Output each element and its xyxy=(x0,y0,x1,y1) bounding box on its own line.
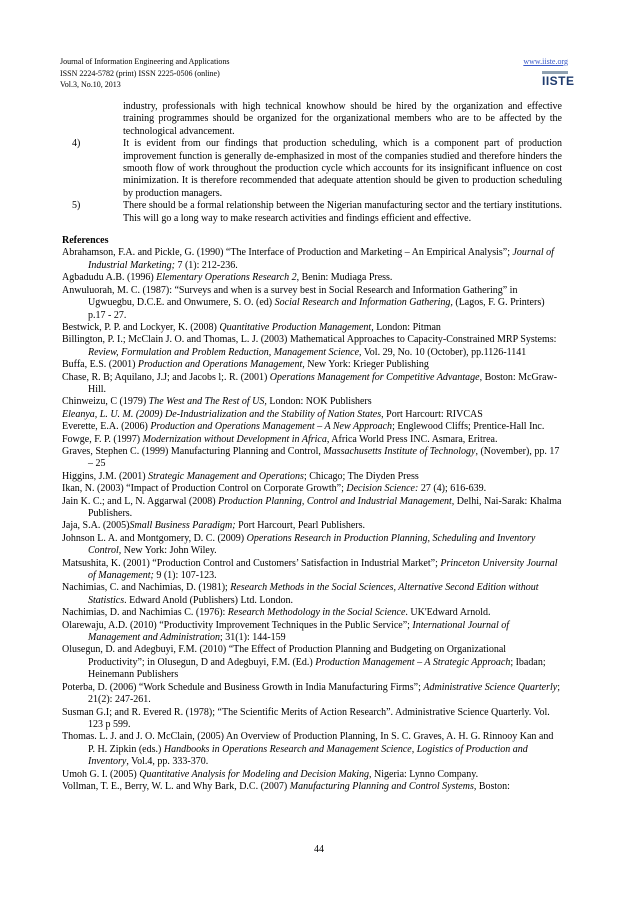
reference-text: Abrahamson, F.A. and Pickle, G. (1990) “The Interface of Production and Marketing – An Empirical Analysis”; xyxy=(62,247,513,259)
reference-text: Chinweizu, C (1979) xyxy=(62,396,149,408)
reference-title: The West and The Rest of US, xyxy=(148,396,267,408)
iiste-logo xyxy=(542,70,575,92)
reference-entry xyxy=(62,471,562,483)
recommendation-text: There should be a formal relationship between the Nigerian manufacturing sector and the tertiary institutions. This will go a long way to make research activities and findings efficient and effective. xyxy=(123,200,562,224)
reference-entry xyxy=(62,272,562,284)
reference-title: Small Business Paradigm; xyxy=(129,520,236,532)
recommendation-item xyxy=(62,200,562,225)
reference-text: 9 (1): 107-123. xyxy=(153,570,217,582)
reference-entry xyxy=(62,285,562,322)
reference-title: Handbooks in Operations Research and Management Science, Logistics of Production and Inventory xyxy=(88,743,528,768)
reference-text: , Africa World Press INC. Asmara, Eritrea. xyxy=(326,433,498,445)
reference-text: Matsushita, K. (2001) “Production Control and Customers’ Satisfaction in Industrial Market”; xyxy=(62,557,441,569)
reference-entry xyxy=(62,682,562,707)
reference-entry xyxy=(62,582,562,607)
reference-text: Nachimias, D. and Nachimias C. (1976): xyxy=(62,607,228,619)
reference-text: Billington, P. I.; McClain J. O. and Thomas, L. J. (2003) Mathematical Approaches to Capacity-Constrained MRP Systems: xyxy=(62,334,557,346)
reference-title: Production Planning, Control and Industrial Management, xyxy=(218,495,455,507)
reference-text: Vollman, T. E., Berry, W. L. and Why Bark, D.C. (2007) xyxy=(62,780,290,792)
reference-entry xyxy=(62,446,562,471)
page-number: 44 xyxy=(314,844,324,855)
reference-entry xyxy=(62,434,562,446)
reference-title: Elementary Operations Research 2 xyxy=(156,272,297,284)
reference-title: Operations Research in Production Planning, Scheduling and Inventory Control, xyxy=(88,532,536,557)
reference-title: Production Management – A Strategic Approach xyxy=(315,656,511,668)
reference-entry xyxy=(62,334,562,359)
reference-title: Quantitative Production Management xyxy=(219,321,372,333)
reference-text: Higgins, J.M. (2001) xyxy=(62,470,149,482)
reference-text: Nigeria: Lynno Company. xyxy=(371,768,479,780)
reference-title: Quantitative Analysis for Modeling and Decision Making, xyxy=(139,768,372,780)
reference-entry xyxy=(62,322,562,334)
recommendation-item xyxy=(62,138,562,200)
reference-text: , Vol. 29, No. 10 (October), pp.1126-1141 xyxy=(359,346,527,358)
journal-name: Journal of Information Engineering and Applications xyxy=(60,57,230,66)
recommendation-number: 5) xyxy=(72,200,81,212)
page-header xyxy=(60,56,575,100)
reference-text: Thomas. L. J. and J. O. McClain, (2005) An Overview of Production Planning, In S. C. Graves, A. H. G. Rinnooy Kan and P. H. Zipkin (eds.) xyxy=(62,731,554,755)
reference-text: , Benin: Mudiaga Press. xyxy=(296,272,393,284)
reference-text: (Lagos, F. G. Printers) p.17 - 27. xyxy=(88,297,545,321)
reference-text: New York: Krieger Publishing xyxy=(304,359,429,371)
reference-text: . UK'Edward Arnold. xyxy=(405,607,491,619)
reference-text: Olusegun, D. and Adegbuyi, F.M. (2010) “The Effect of Production Planning and Budgeting on Organizational Productivity”; in Olusegun, D and Adegbuyi, F.M. (Ed.) xyxy=(62,644,507,668)
journal-volume: Vol.3, No.10, 2013 xyxy=(60,80,121,89)
reference-title: Production and Operations Management – A New Approach xyxy=(150,421,393,433)
references-heading: References xyxy=(62,235,109,247)
reference-text: London: NOK Publishers xyxy=(266,396,372,408)
reference-entry xyxy=(62,421,562,433)
reference-text: , (November), pp. 17 – 25 xyxy=(88,445,560,470)
reference-text: Delhi, Nai-Sarak: Khalma Publishers. xyxy=(88,495,562,519)
reference-title: Decision Science: xyxy=(346,483,419,495)
reference-text: , Port Harcourt: RIVCAS xyxy=(381,408,483,420)
reference-list xyxy=(62,247,562,793)
reference-text: 7 (1): 212-236. xyxy=(174,259,238,271)
reference-entry xyxy=(62,372,562,397)
reference-text: Agbadudu A.B. (1996) xyxy=(62,272,157,284)
reference-text: Chase, R. B; Aquilano, J.J; and Jacobs l;. R. (2001) xyxy=(62,371,270,383)
reference-text: ; Englewood Cliffs; Prentice-Hall Inc. xyxy=(392,421,545,433)
reference-text: ; Ibadan; Heinemann Publishers xyxy=(88,656,546,681)
reference-title: Production and Operations Management, xyxy=(137,359,305,371)
reference-title: Journal of Industrial Marketing; xyxy=(88,247,554,271)
reference-text: 27 (4); 616-639. xyxy=(418,483,487,495)
reference-text: Ikan, N. (2003) “Impact of Production Control on Corporate Growth”; xyxy=(62,483,347,495)
reference-entry xyxy=(62,769,562,781)
recommendation-number: 4) xyxy=(72,138,81,150)
reference-title: Review, Formulation and Problem Reduction, Management Science xyxy=(88,346,360,358)
reference-title: Manufacturing Planning and Control Systems, xyxy=(289,780,477,792)
reference-title: Research Methodology in the Social Science xyxy=(227,607,406,619)
reference-entry xyxy=(62,781,562,793)
reference-title: Strategic Management and Operations xyxy=(148,470,304,482)
reference-entry xyxy=(62,620,562,645)
reference-entry xyxy=(62,483,562,495)
reference-entry xyxy=(62,247,562,272)
reference-text: Nachimias, C. and Nachimias, D. (1981); xyxy=(62,582,231,594)
page-body xyxy=(62,101,562,793)
reference-text: Johnson L. A. and Montgomery, D. C. (2009) xyxy=(62,532,247,544)
reference-text: ; 21(2): 247-261. xyxy=(88,681,560,706)
reference-text: , Boston: McGraw-Hill. xyxy=(88,371,558,395)
reference-text: Susman G.I; and R. Evered R. (1978); “The Scientific Merits of Action Research”. Administrative Science Quarterly. Vol. 123 p 599. xyxy=(62,706,550,730)
reference-entry xyxy=(62,359,562,371)
reference-text: Everette, E.A. (2006) xyxy=(62,421,151,433)
reference-text: Bestwick, P. P. and Lockyer, K. (2008) xyxy=(62,321,220,333)
reference-text: ; 31(1): 144-159 xyxy=(220,632,286,644)
recommendation-continuation: industry, professionals with high technical knowhow should be hired by the organization and effective training programmes should be organized for the organizational members who are to be affected by the technological advancement. xyxy=(123,101,562,137)
reference-title: Massachusetts Institute of Technology xyxy=(323,445,476,457)
journal-meta xyxy=(60,56,575,91)
reference-title: International Journal of Management and Administration xyxy=(88,619,510,644)
reference-title: Operations Management for Competitive Advantage xyxy=(269,371,480,383)
reference-text: Fowge, F. P. (1997) xyxy=(62,433,143,445)
recommendation-text: It is evident from our findings that production scheduling, which is a component part of production improvement function is generally de-emphasized in most of the companies studied and therefore hinders the smooth flow of work throughout the production cycle which accounts for its insignificant influence on cost minimization. It is therefore recommended that adequate attention should be given to production scheduling by production managers. xyxy=(123,138,562,199)
reference-text: Buffa, E.S. (2001) xyxy=(62,359,138,371)
reference-text: Boston: xyxy=(476,780,510,792)
reference-title: Social Research and Information Gathering, xyxy=(274,297,453,309)
reference-entry xyxy=(62,496,562,521)
reference-text: Umoh G. I. (2005) xyxy=(62,768,140,780)
reference-title: Research Methods in the Social Sciences, Alternative Second Edition without Statistics xyxy=(88,582,539,606)
reference-text: . Edward Anold (Publishers) Ltd. London. xyxy=(124,594,293,606)
reference-title: Princeton University Journal of Management; xyxy=(88,557,558,582)
journal-issn: ISSN 2224-5782 (print) ISSN 2225-0506 (online) xyxy=(60,68,220,78)
reference-entry xyxy=(62,409,562,421)
reference-text: Graves, Stephen C. (1999) Manufacturing Planning and Control, xyxy=(62,445,324,457)
reference-title: Administrative Science Quarterly xyxy=(423,681,558,693)
reference-text: ; Chicago; The Diyden Press xyxy=(303,470,419,482)
reference-text: Anwuluorah, M. C. (1987): “Surveys and when is a survey best in Social Research and Information Gathering” in Ugwuegbu, D.C.E. and Onwumere, S. O. (ed) xyxy=(62,284,518,309)
reference-text: Poterba, D. (2006) “Work Schedule and Business Growth in India Manufacturing Firms”; xyxy=(62,681,424,693)
reference-text: Jain K. C.; and L, N. Aggarwal (2008) xyxy=(62,495,219,507)
reference-text: New York: John Wiley. xyxy=(121,545,217,557)
reference-title: Eleanya, L. U. M. (2009) De-Industrialization and the Stability of Nation States xyxy=(62,408,382,420)
reference-entry xyxy=(62,607,562,619)
reference-entry xyxy=(62,707,562,732)
reference-text: Jaja, S.A. (2005) xyxy=(62,520,130,532)
reference-text: , London: Pitman xyxy=(371,321,441,333)
logo-text: IISTE xyxy=(542,74,575,88)
reference-title: Modernization without Development in Africa xyxy=(142,433,327,445)
journal-url-link[interactable]: www.iiste.org xyxy=(523,57,568,66)
reference-entry xyxy=(62,558,562,583)
reference-text: , Vol.4, pp. 333-370. xyxy=(126,756,209,768)
reference-text: Olarewaju, A.D. (2010) “Productivity Improvement Techniques in the Public Service”; xyxy=(62,619,413,631)
reference-entry xyxy=(62,644,562,681)
reference-entry xyxy=(62,396,562,408)
reference-entry xyxy=(62,731,562,768)
reference-entry xyxy=(62,533,562,558)
reference-text: Port Harcourt, Pearl Publishers. xyxy=(235,520,366,532)
reference-entry xyxy=(62,520,562,532)
